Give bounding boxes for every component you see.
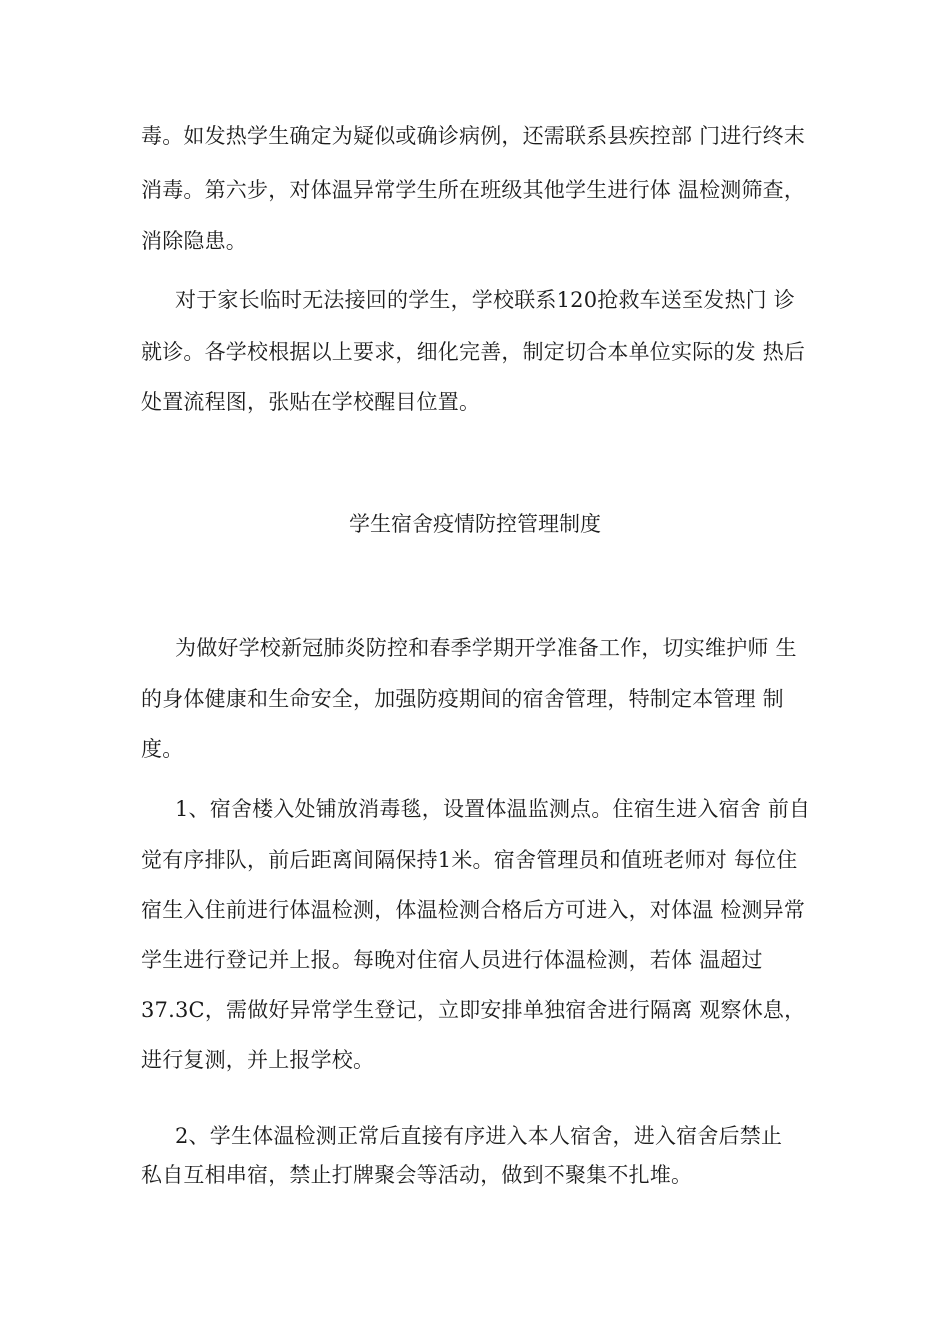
paragraph-5-line-2: 私自互相串宿，禁止打牌聚会等活动，做到不聚集不扎堆。 bbox=[141, 1163, 693, 1187]
paragraph-4-line-6: 进行复测，并上报学校。 bbox=[141, 1048, 375, 1072]
section-title: 学生宿舍疫情防控管理制度 bbox=[349, 512, 601, 536]
paragraph-4-line-4: 学生进行登记并上报。每晚对住宿人员进行体温检测，若体 温超过 bbox=[141, 948, 763, 972]
paragraph-2-line-2: 就诊。各学校根据以上要求，细化完善，制定切合本单位实际的发 热后 bbox=[141, 340, 806, 364]
paragraph-2-line-1: 对于家长临时无法接回的学生，学校联系120抢救车送至发热门 诊 bbox=[175, 288, 795, 312]
paragraph-4-line-5: 37.3C，需做好异常学生登记，立即安排单独宿舍进行隔离 观察休息， bbox=[141, 998, 806, 1022]
paragraph-4-line-1: 1、宿舍楼入处铺放消毒毯，设置体温监测点。住宿生进入宿舍 前自 bbox=[175, 797, 811, 821]
paragraph-5-line-1: 2、学生体温检测正常后直接有序进入本人宿舍，进入宿舍后禁止 bbox=[175, 1124, 783, 1148]
paragraph-4-line-3: 宿生入住前进行体温检测，体温检测合格后方可进入，对体温 检测异常 bbox=[141, 898, 806, 922]
paragraph-1-line-3: 消除隐患。 bbox=[141, 229, 247, 253]
paragraph-1-line-1: 毒。如发热学生确定为疑似或确诊病例，还需联系县疾控部 门进行终末 bbox=[141, 124, 806, 148]
paragraph-3-line-3: 度。 bbox=[141, 737, 184, 761]
paragraph-2-line-3: 处置流程图，张贴在学校醒目位置。 bbox=[141, 390, 481, 414]
paragraph-3-line-2: 的身体健康和生命安全，加强防疫期间的宿舍管理，特制定本管理 制 bbox=[141, 687, 784, 711]
paragraph-4-line-2: 觉有序排队，前后距离间隔保持1米。宿舍管理员和值班老师对 每位住 bbox=[141, 848, 798, 872]
paragraph-3-line-1: 为做好学校新冠肺炎防控和春季学期开学准备工作，切实维护师 生 bbox=[175, 636, 797, 660]
paragraph-1-line-2: 消毒。第六步，对体温异常学生所在班级其他学生进行体 温检测筛查， bbox=[141, 178, 806, 202]
